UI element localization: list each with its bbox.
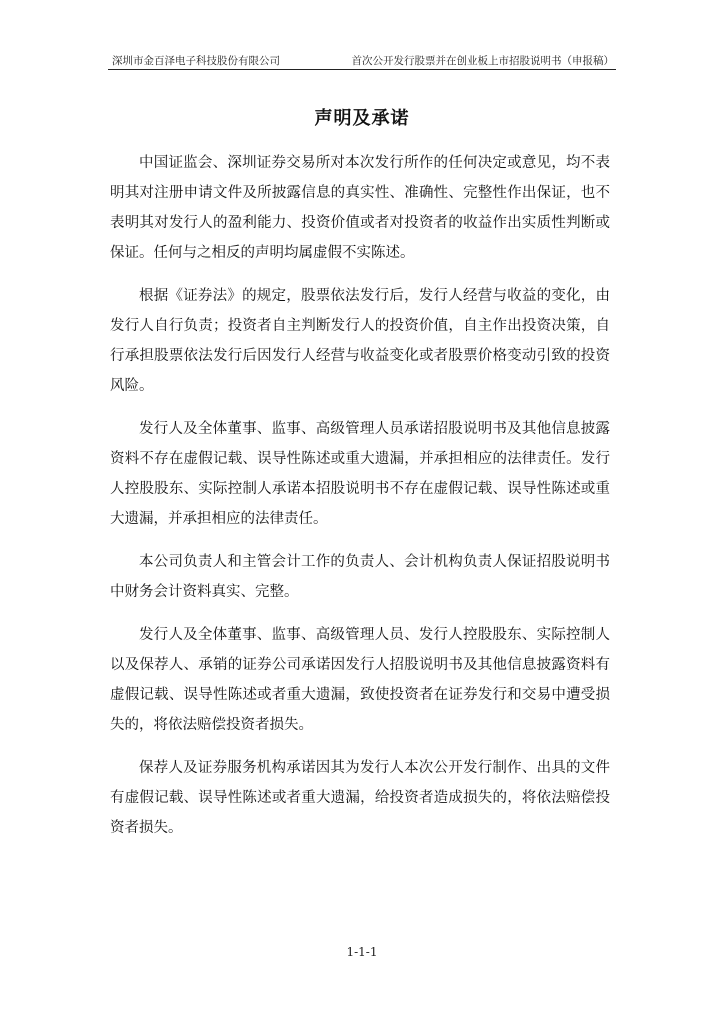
paragraph-compensation-commitment: 发行人及全体董事、监事、高级管理人员、发行人控股股东、实际控制人以及保荐人、承销的证券公司承诺因发行人招股说明书及其他信息披露资料有虚假记载、误导性陈述或者重大遗漏，致使投资者在证券发行和交易中遭受损失的，将依法赔偿投资者损失。 [110, 627, 610, 733]
document-title: 声明及承诺 [314, 108, 410, 129]
paragraph-investment-risk: 根据《证券法》的规定，股票依法发行后，发行人经营与收益的变化，由发行人自行负责；投资者自主判断发行人的投资价值，自主作出投资决策，自行承担股票依法发行后因发行人经营与收益变化或者股票价格变动引致的投资风险。 [110, 288, 610, 394]
page-number: 1-1-1 [346, 945, 378, 959]
page-header [108, 53, 616, 70]
paragraph-sponsor-commitment: 保荐人及证券服务机构承诺因其为发行人本次公开发行制作、出具的文件有虚假记载、误导性陈述或者重大遗漏，给投资者造成损失的，将依法赔偿投资者损失。 [110, 760, 610, 836]
paragraph-directors-commitment: 发行人及全体董事、监事、高级管理人员承诺招股说明书及其他信息披露资料不存在虚假记载、误导性陈述或重大遗漏，并承担相应的法律责任。发行人控股股东、实际控制人承诺本招股说明书不存在虚假记载、误导性陈述或重大遗漏，并承担相应的法律责任。 [110, 421, 610, 527]
header-document-name: 首次公开发行股票并在创业板上市招股说明书（申报稿） [351, 55, 614, 67]
header-company-name: 深圳市金百泽电子科技股份有限公司 [112, 55, 280, 67]
paragraph-financial-accuracy: 本公司负责人和主管会计工作的负责人、会计机构负责人保证招股说明书中财务会计资料真实、完整。 [110, 554, 610, 600]
paragraph-regulator-disclaimer: 中国证监会、深圳证券交易所对本次发行所作的任何决定或意见，均不表明其对注册申请文件及所披露信息的真实性、准确性、完整性作出保证，也不表明其对发行人的盈利能力、投资价值或者对投资者的收益作出实质性判断或保证。任何与之相反的声明均属虚假不实陈述。 [110, 155, 610, 261]
statement-body [110, 148, 610, 856]
